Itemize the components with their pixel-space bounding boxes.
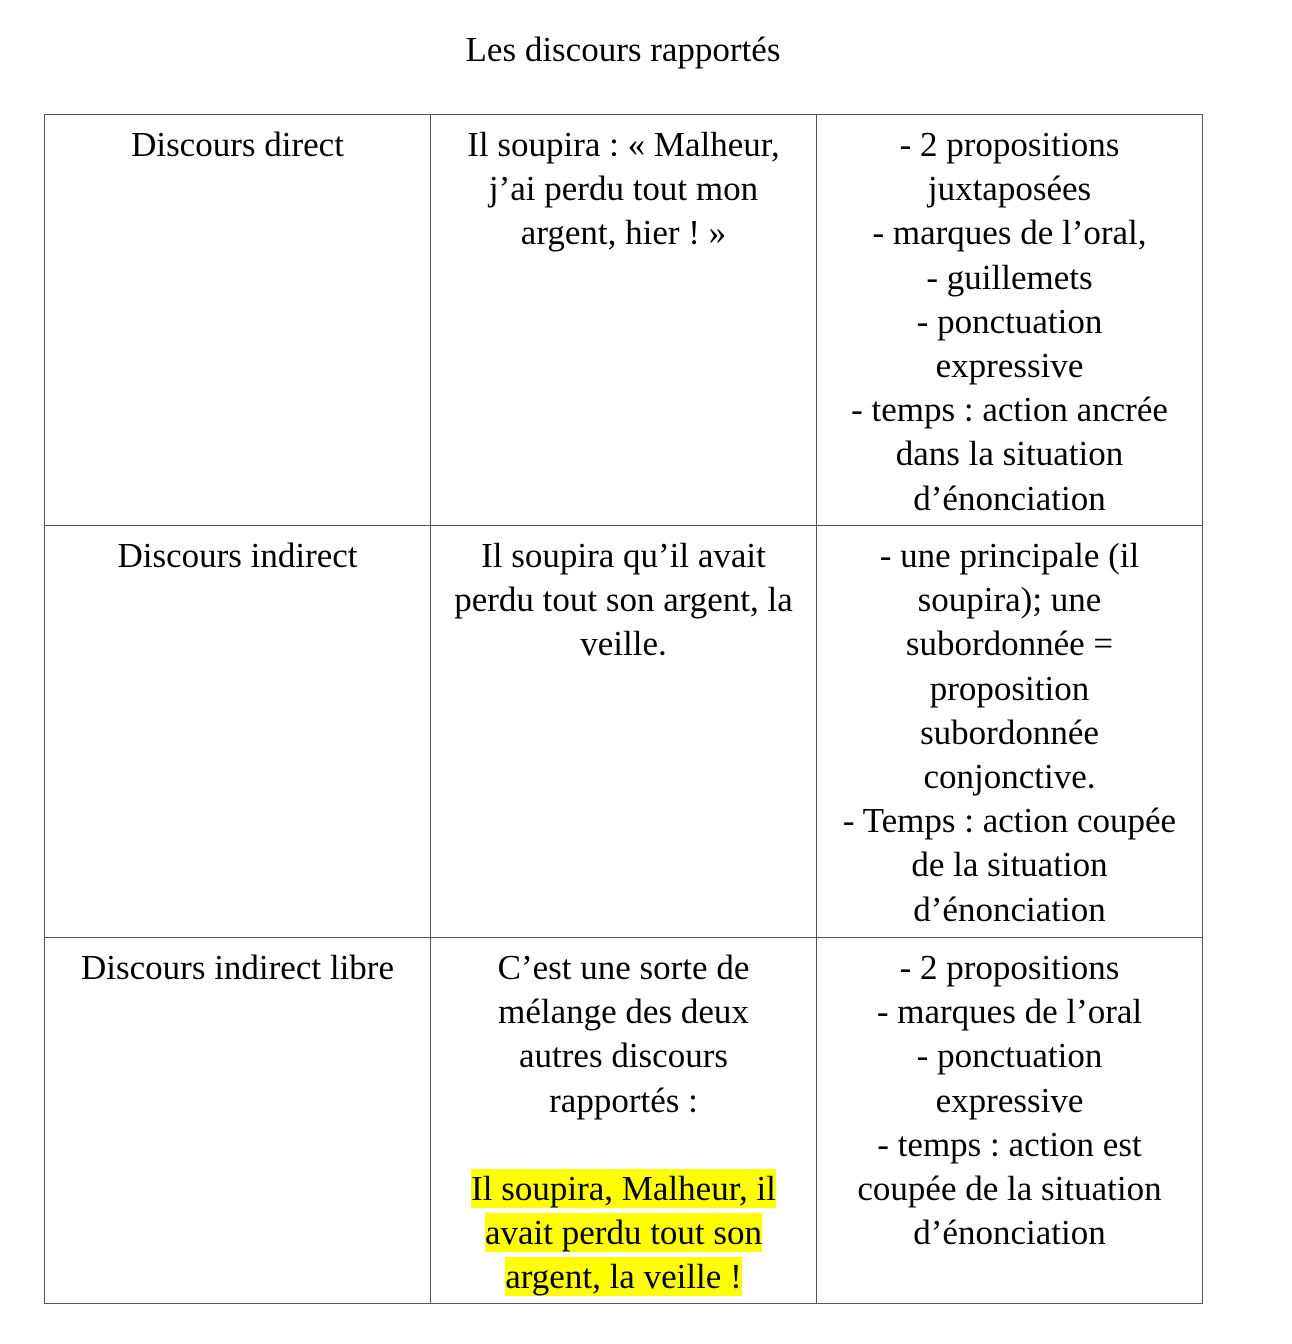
blank-line xyxy=(437,1123,810,1167)
features-cell: - 2 propositions - marques de l’oral - ponctuation expressive - temps : action est coupée de la situation d’énonciation xyxy=(817,938,1203,1304)
discourse-type-cell: Discours direct xyxy=(45,115,431,526)
example-cell xyxy=(431,938,817,1304)
example-cell: Il soupira qu’il avait perdu tout son argent, la veille. xyxy=(431,526,817,938)
table-row xyxy=(45,115,1203,526)
discourse-type-cell: Discours indirect libre xyxy=(45,938,431,1304)
highlighted-example: Il soupira, Malheur, il avait perdu tout son argent, la veille ! xyxy=(471,1168,776,1297)
table-row xyxy=(45,938,1203,1304)
example-cell: Il soupira : « Malheur, j’ai perdu tout mon argent, hier ! » xyxy=(431,115,817,526)
discourse-type-cell: Discours indirect xyxy=(45,526,431,938)
discourse-table xyxy=(44,114,1203,1304)
features-cell: - 2 propositions juxtaposées - marques de l’oral, - guillemets - ponctuation expressive - temps : action ancrée dans la situation d’énonciation xyxy=(817,115,1203,526)
features-cell: - une principale (il soupira); une subordonnée = proposition subordonnée conjonctive. - Temps : action coupée de la situation d’énonciation xyxy=(817,526,1203,938)
table-row xyxy=(45,526,1203,938)
document-title: Les discours rapportés xyxy=(465,30,781,69)
example-text: C’est une sorte de mélange des deux autres discours rapportés : xyxy=(497,948,750,1120)
